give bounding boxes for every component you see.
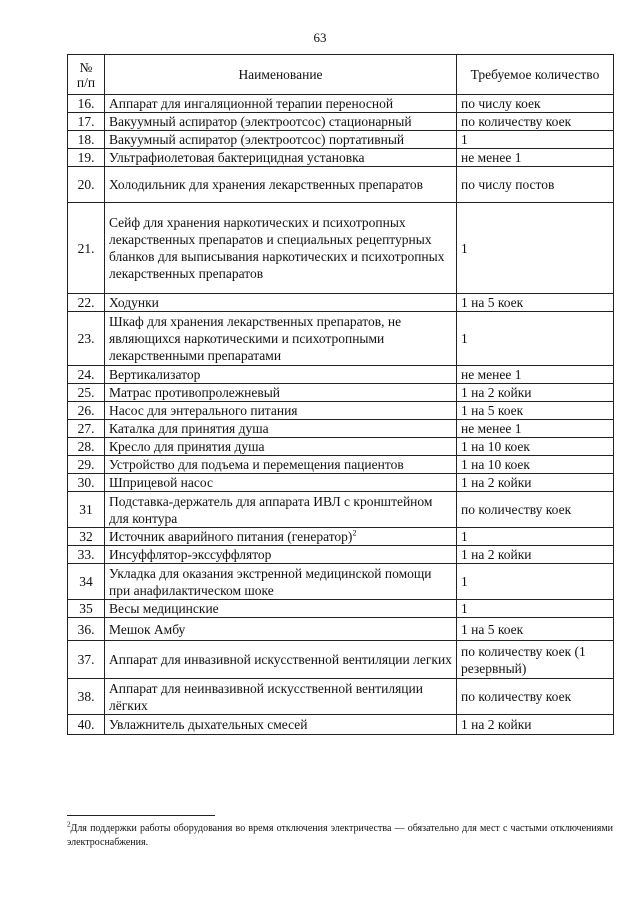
item-name <box>105 679 457 715</box>
item-name <box>105 420 457 438</box>
required-quantity: 1 <box>457 528 614 546</box>
table-row <box>68 95 614 113</box>
row-number: 27. <box>68 420 105 438</box>
item-name <box>105 294 457 312</box>
row-number: 37. <box>68 641 105 679</box>
item-name <box>105 474 457 492</box>
item-name <box>105 715 457 735</box>
item-name-text: Инсуффлятор-экссуффлятор <box>109 547 272 562</box>
footnote-divider <box>67 815 215 816</box>
required-quantity: 1 на 10 коек <box>457 438 614 456</box>
item-name-text: Матрас противопролежневый <box>109 385 281 400</box>
required-quantity: 1 <box>457 131 614 149</box>
item-name-text: Подставка-держатель для аппарата ИВЛ с кронштейном для контура <box>109 493 433 526</box>
item-name <box>105 492 457 528</box>
required-quantity: по числу постов <box>457 167 614 203</box>
item-name-text: Мешок Амбу <box>109 621 186 637</box>
required-quantity: по количеству коек (1 резервный) <box>457 641 614 679</box>
item-name <box>105 641 457 679</box>
item-name <box>105 167 457 203</box>
required-quantity: не менее 1 <box>457 149 614 167</box>
table-row <box>68 438 614 456</box>
table-row <box>68 679 614 715</box>
required-quantity: по количеству коек <box>457 113 614 131</box>
table-row <box>68 312 614 366</box>
table-row <box>68 618 614 641</box>
row-number: 18. <box>68 131 105 149</box>
table-row <box>68 715 614 735</box>
item-name-text: Вакуумный аспиратор (электроотсос) стационарный <box>109 114 412 129</box>
item-name <box>105 95 457 113</box>
item-name <box>105 546 457 564</box>
item-name-text: Каталка для принятия душа <box>109 421 269 436</box>
table-row <box>68 203 614 294</box>
table-row <box>68 402 614 420</box>
item-name-text: Вакуумный аспиратор (электроотсос) портативный <box>109 132 405 147</box>
table-row <box>68 546 614 564</box>
table-row <box>68 528 614 546</box>
table-header-row <box>68 55 614 95</box>
required-quantity: по количеству коек <box>457 679 614 715</box>
item-name-text: Аппарат для инвазивной искусственной вентиляции легких <box>109 652 452 667</box>
table-row <box>68 113 614 131</box>
table-row <box>68 294 614 312</box>
row-number: 17. <box>68 113 105 131</box>
row-number: 34 <box>68 564 105 600</box>
table-row <box>68 167 614 203</box>
item-name-text: Аппарат для неинвазивной искусственной вентиляции лёгких <box>109 680 423 713</box>
item-name <box>105 203 457 294</box>
row-number: 30. <box>68 474 105 492</box>
required-quantity: 1 на 5 коек <box>457 618 614 641</box>
item-name-text: Ходунки <box>109 295 159 310</box>
required-quantity: не менее 1 <box>457 420 614 438</box>
item-name-text: Насос для энтерального питания <box>109 403 298 418</box>
row-number: 31 <box>68 492 105 528</box>
row-number: 26. <box>68 402 105 420</box>
item-name-text: Устройство для подъема и перемещения пациентов <box>109 457 404 472</box>
item-name <box>105 402 457 420</box>
row-number: 24. <box>68 366 105 384</box>
required-quantity: 1 на 10 коек <box>457 456 614 474</box>
item-name-text: Шприцевой насос <box>109 475 213 490</box>
row-number: 25. <box>68 384 105 402</box>
item-name <box>105 528 457 546</box>
table-row <box>68 456 614 474</box>
required-quantity: 1 <box>457 203 614 294</box>
item-name-text: Ультрафиолетовая бактерицидная установка <box>109 150 365 165</box>
table-row <box>68 149 614 167</box>
footnote-text: Для поддержки работы оборудования во время отключения электричества — обязательно для мест с частыми отключениями электроснабжения. <box>67 823 613 848</box>
row-number: 29. <box>68 456 105 474</box>
item-name-text: Сейф для хранения наркотических и психотропных лекарственных препаратов и специальных рецептурных бланков для выписывания наркотических и психотропных лекарственных препаратов <box>109 215 445 281</box>
item-name <box>105 384 457 402</box>
table-row <box>68 131 614 149</box>
row-number: 16. <box>68 95 105 113</box>
item-name <box>105 618 457 641</box>
header-name: Наименование <box>105 55 457 95</box>
item-name <box>105 312 457 366</box>
row-number: 35 <box>68 600 105 618</box>
required-quantity: 1 на 5 коек <box>457 402 614 420</box>
item-name-text: Кресло для принятия душа <box>109 439 265 454</box>
header-qty: Требуемое количество <box>457 55 614 95</box>
item-name-text: Шкаф для хранения лекарственных препаратов, не являющихся наркотическими и психотропными лекарственными препаратами <box>109 314 402 363</box>
item-name-text: Вертикализатор <box>109 367 201 382</box>
footnote-reference: 2 <box>352 528 357 538</box>
footnote <box>67 822 613 850</box>
item-name-text: Увлажнитель дыхательных смесей <box>109 717 308 732</box>
row-number: 23. <box>68 312 105 366</box>
item-name <box>105 564 457 600</box>
row-number: 22. <box>68 294 105 312</box>
row-number: 21. <box>68 203 105 294</box>
row-number: 36. <box>68 618 105 641</box>
item-name-text: Аппарат для ингаляционной терапии переносной <box>109 96 394 111</box>
item-name-text: Холодильник для хранения лекарственных препаратов <box>109 177 423 192</box>
item-name <box>105 366 457 384</box>
required-quantity: по количеству коек <box>457 492 614 528</box>
row-number: 40. <box>68 715 105 735</box>
equipment-table <box>67 54 614 735</box>
row-number: 32 <box>68 528 105 546</box>
required-quantity: 1 на 2 койки <box>457 715 614 735</box>
required-quantity: 1 <box>457 564 614 600</box>
table-row <box>68 384 614 402</box>
row-number: 38. <box>68 679 105 715</box>
row-number: 20. <box>68 167 105 203</box>
table-row <box>68 420 614 438</box>
item-name <box>105 113 457 131</box>
item-name-text: Весы медицинские <box>109 601 219 616</box>
row-number: 28. <box>68 438 105 456</box>
table-row <box>68 366 614 384</box>
item-name <box>105 131 457 149</box>
item-name <box>105 456 457 474</box>
required-quantity: 1 на 5 коек <box>457 294 614 312</box>
table-row <box>68 641 614 679</box>
table-body <box>68 95 614 735</box>
item-name-text: Укладка для оказания экстренной медицинской помощи при анафилактическом шоке <box>109 565 432 598</box>
required-quantity: 1 на 2 койки <box>457 546 614 564</box>
page-number: 63 <box>313 30 327 45</box>
item-name-text: Источник аварийного питания (генератор) <box>109 529 353 544</box>
required-quantity: 1 <box>457 312 614 366</box>
table-row <box>68 600 614 618</box>
required-quantity: 1 на 2 койки <box>457 384 614 402</box>
required-quantity: по числу коек <box>457 95 614 113</box>
row-number: 33. <box>68 546 105 564</box>
footnote-mark: 2 <box>67 820 71 829</box>
table-row <box>68 564 614 600</box>
required-quantity: 1 на 2 койки <box>457 474 614 492</box>
item-name <box>105 149 457 167</box>
item-name <box>105 438 457 456</box>
header-num: № п/п <box>68 55 105 95</box>
table-row <box>68 474 614 492</box>
row-number: 19. <box>68 149 105 167</box>
required-quantity: не менее 1 <box>457 366 614 384</box>
item-name <box>105 600 457 618</box>
table-row <box>68 492 614 528</box>
required-quantity: 1 <box>457 600 614 618</box>
